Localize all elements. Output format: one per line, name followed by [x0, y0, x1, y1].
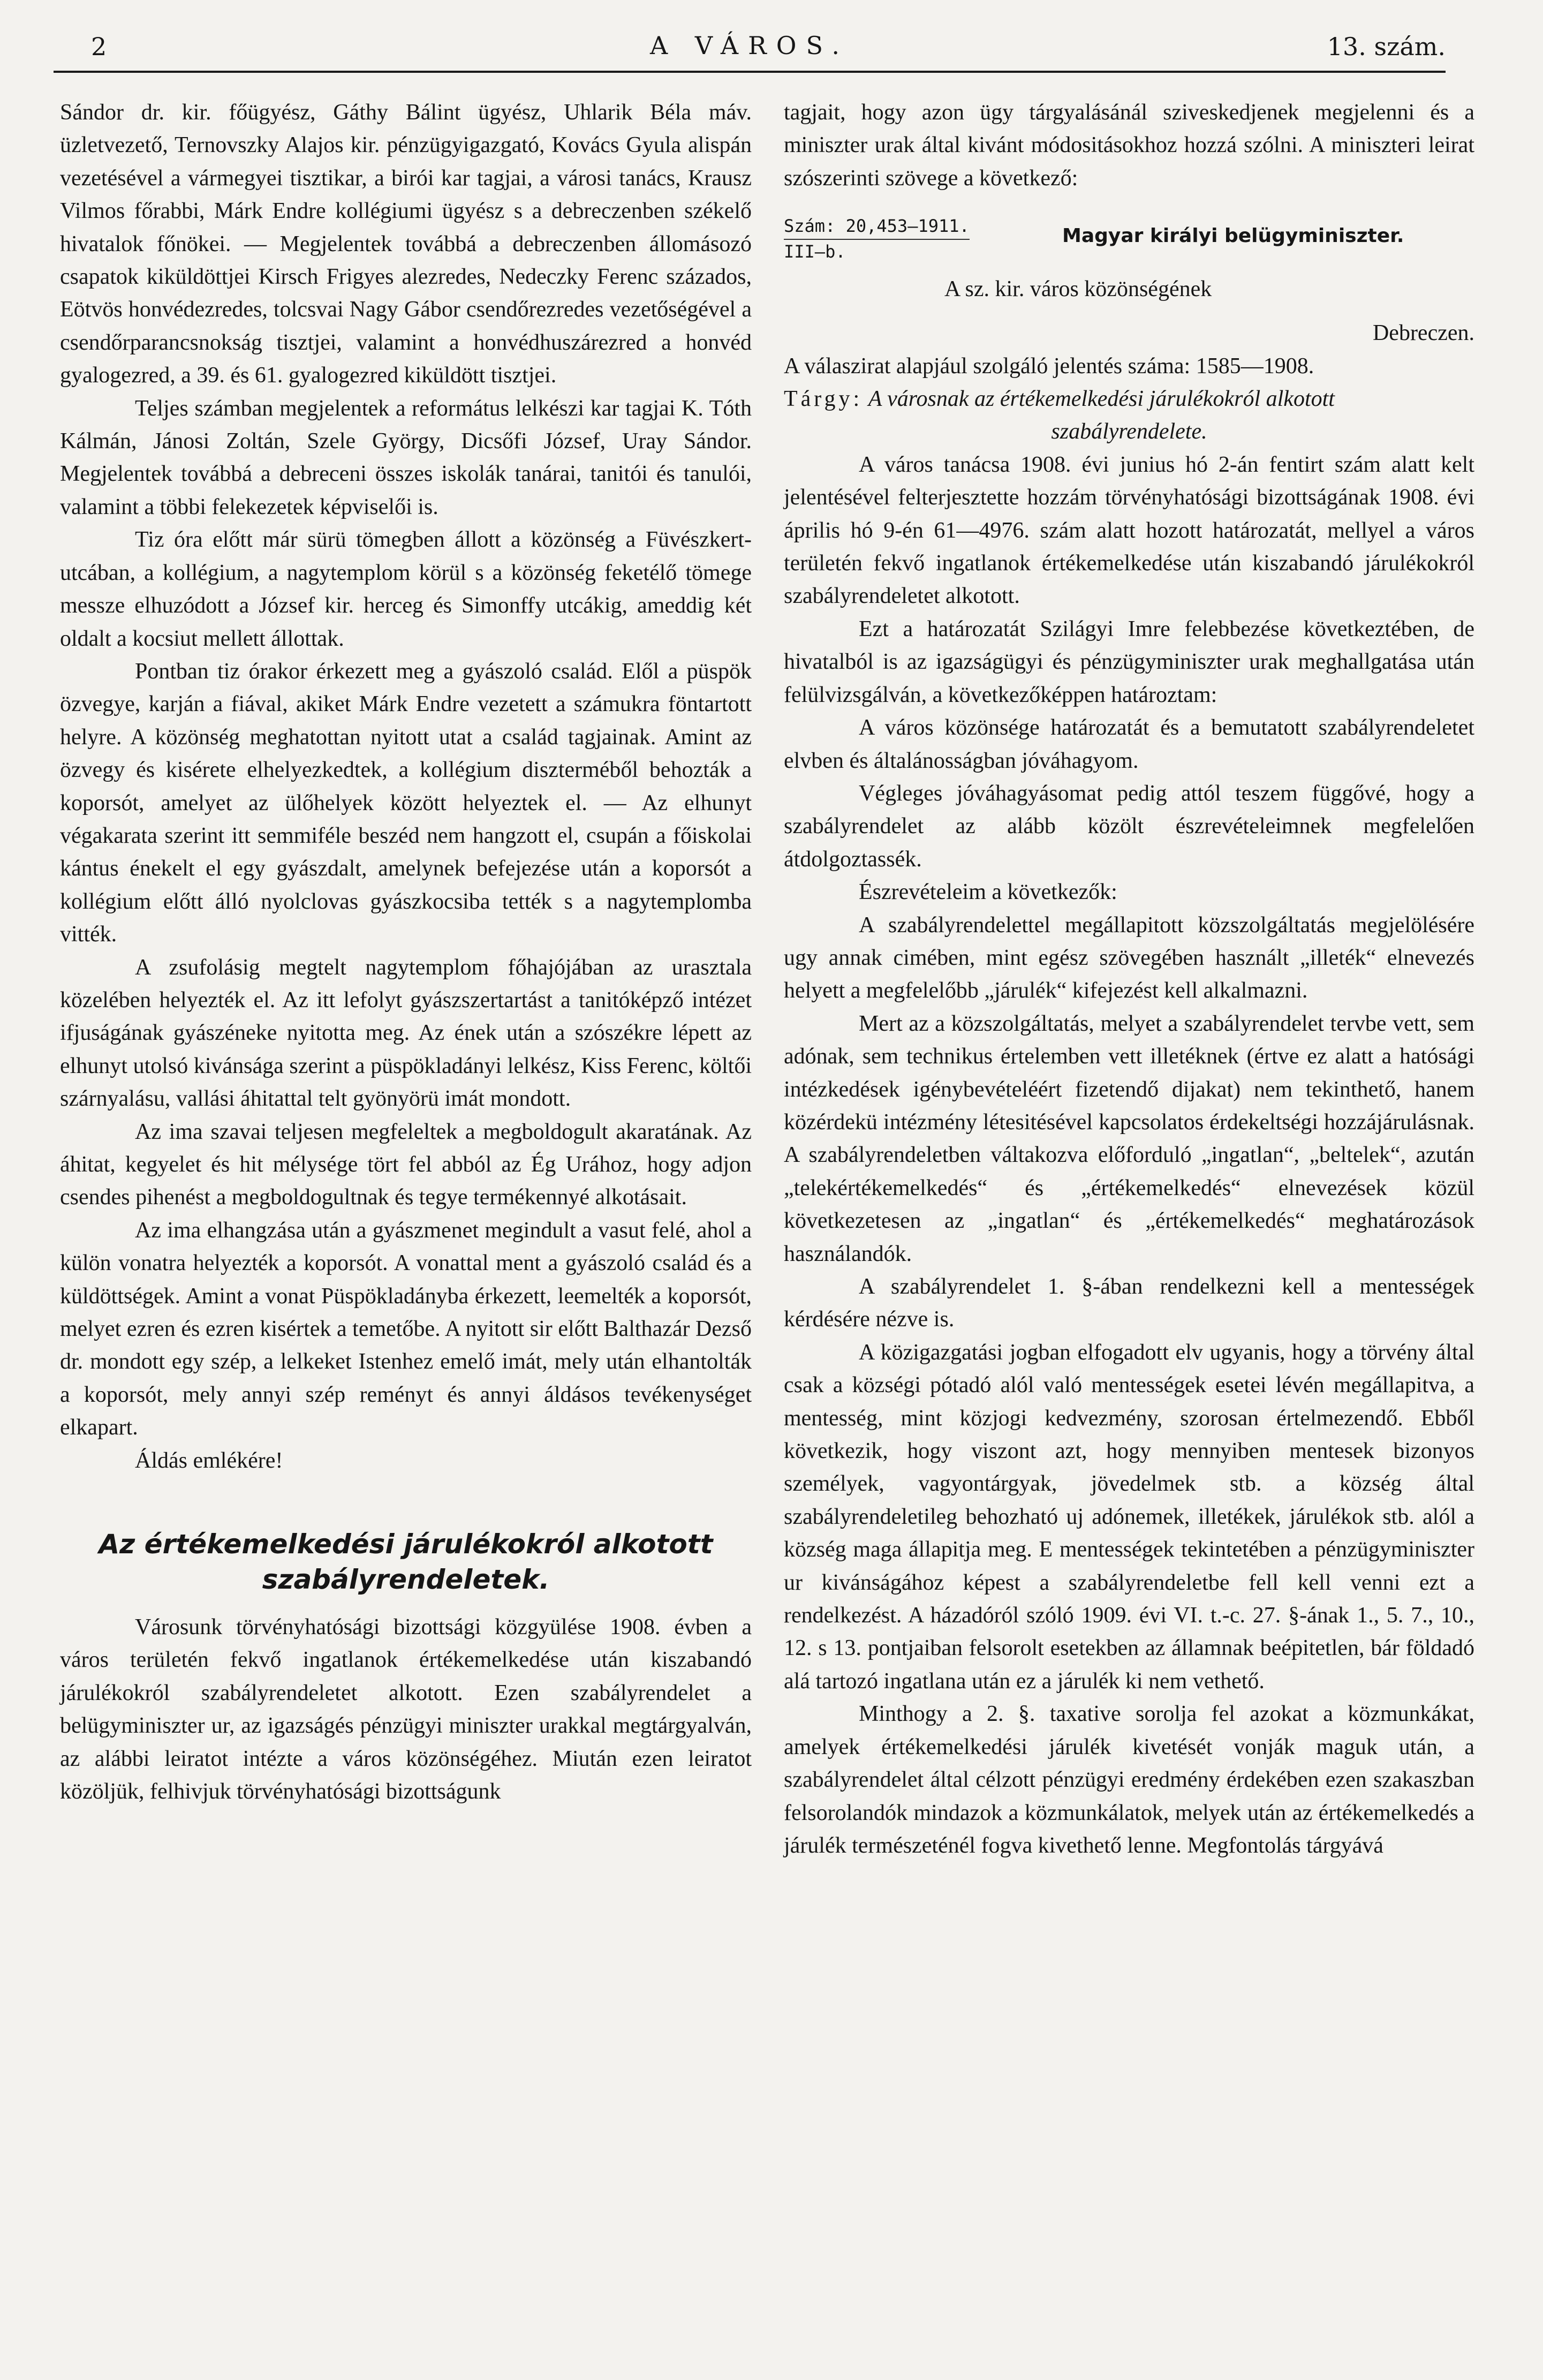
paragraph: Sándor dr. kir. főügyész, Gáthy Bálint ügyész, Uhlarik Béla máv. üzletvezető, Ternovszky Alajos kir. pénzügyigazgató, Kovács Gyula alispán vezetésével a vármegyei tisztikar, a birói kar tagjai, a városi tanács, Krausz Vilmos főrabbi, Márk Endre kollégiumi ügyész s a debreczenben székelő hivatalok főnökei. — Megjelentek továbbá a debreczenben állomásozó csapatok kiküldöttjei Kirsch Frigyes alezredes, Nedeczky Ferenc százados, Eötvös honvédezredes, tolcsvai Nagy Gábor csendőrezredes vezetőségével a csendőrparancsnokság tisztjei, valamint a honvédhuszárezred a honvéd gyalogezred, a 39. és 61. gyalogezred kiküldött tisztjei. [60, 100, 752, 388]
report-number: A válaszirat alapjául szolgáló jelentés száma: 1585—1908. [784, 353, 1314, 379]
masthead-title: A VÁROS. [649, 31, 849, 60]
paragraph: A közigazgatási jogban elfogadott elv ugyanis, hogy a törvény által csak a községi pótadó alól való mentességek esetei lévén megállapitva, a mentesség, mint közjogi kedvezmény, szorosan értelmezendő. Ebből következik, hogy viszont azt, hogy mennyiben mentesek bizonyos személyek, vagyontárgyak, jövedelmek stb. a község által szabályrendeletileg behozható uj adónemek, illetékek, járulékok stb. alól a község maga állapitja meg. E mentességek tekintetében a pénzügyminiszter ur kivánságához képest a szabályrendeletbe fell kell venni ezt a rendelkezést. A házadóról szóló 1909. évi VI. t.-c. 27. §-ának 1., 5. 7., 10., 12. s 13. pontjaiban felsorolt esetekben az államnak beépitetlen, bár földadó alá tartozó ingatlana után ez a járulék ki nem vethető. [784, 1340, 1474, 1694]
paragraph: A szabályrendelet 1. §-ában rendelkezni kell a mentességek kérdésére nézve is. [784, 1274, 1474, 1332]
paragraph: tagjait, hogy azon ügy tárgyalásánál sziveskedjenek megjelenni és a miniszter urak által kivánt módositásokhoz hozzá szólni. A miniszteri leirat szószerinti szövege a következő: [784, 100, 1474, 191]
paragraph: Teljes számban megjelentek a református lelkészi kar tagjai K. Tóth Kálmán, Jánosi Zoltán, Szele György, Dicsőfi József, Uray Sándor. Megjelentek továbbá a debreceni összes iskolák tanárai, tanitói és tanulói, valamint a többi felekezetek képviselői is. [60, 396, 752, 519]
paragraph: Mert az a közszolgáltatás, melyet a szabályrendelet tervbe vett, sem adónak, sem technikus értelemben vett illetéknek (értve ez alatt a hatósági intézkedések igénybevételéért fizetendő dijakat) nem tekinthető, hanem közérdekü intézmény létesitésével kapcsolatos érdekeltségi hozzájárulásnak. A szabályrendeletben váltakozva előforduló „ingatlan“, „beltelek“, azután „telekértékemelkedés“ és „értékemelkedés“ elnevezések közül következetesen az „ingatlan“ és „értékemelkedés“ meghatározások használandók. [784, 1011, 1474, 1266]
article-title: Az értékemelkedési járulékokról alkotott szabályrendeletek. [99, 1529, 713, 1596]
paragraph: Az ima elhangzása után a gyászmenet megindult a vasut felé, ahol a külön vonatra helyezték a koporsót. A vonattal ment a gyászoló család és a küldöttségek. Amint a vonat Püspökladányba érkezett, leemelték a koporsót, melyet ezren és ezren kisértek a temetőbe. A nyitott sir előtt Balthazár Dezső dr. mondott egy szép, a lelkeket Istenhez emelő imát, mely után elhantolták a koporsót, mely annyi szép reményt és annyi áldásos tevékenységet elkapart. [60, 1218, 752, 1440]
addressee: A sz. kir. város közönségének [944, 277, 1212, 302]
subject-line [784, 383, 1474, 449]
paragraph: Áldás emlékére! [135, 1448, 283, 1473]
header-rule [54, 71, 1446, 73]
paragraph: A szabályrendelettel megállapitott közszolgáltatás megjelölésére ugy annak cimében, mint egész szövegében használt „illeték“ elnevezés helyett a megfelelőbb „járulék“ kifejezést kell alkalmazni. [784, 912, 1474, 1003]
paragraph: A zsufolásig megtelt nagytemplom főhajójában az urasztala közelében helyezték el. Az itt lefolyt gyászszertartást a tanitóképző intézet ifjuságának gyászéneke nyitotta meg. Az ének után a szószékre lépett az elhunyt utolsó kivánsága szerint a püspökladányi lelkész, Kiss Ferenc, költői szárnyalásu, vallási áhitattal telt gyönyörü imát mondott. [60, 955, 752, 1112]
paragraph: Városunk törvényhatósági bizottsági közgyülése 1908. évben a város területén fekvő ingatlanok értékemelkedése után kiszabandó járulékokról szabályrendeletet alkotott. Ezen szabályrendelet a belügyminiszter ur, az igazságés pénzügyi miniszter urakkal megtárgyalván, az alábbi leiratot intézte a város közönségéhez. Miután ezen leiratot közöljük, felhivjuk törvényhatósági bizottságunk [60, 1615, 752, 1804]
page-header [54, 21, 1446, 91]
paragraph: Ezt a határozatát Szilágyi Imre felebbezése következtében, de hivatalból is az igazságügyi és pénzügyminiszter urak meghallgatása után felülvizsgálván, a következőképpen határoztam: [784, 616, 1474, 707]
paragraph: Minthogy a 2. §. taxative sorolja fel azokat a közmunkákat, amelyek értékemelkedési járulék kivetését vonják maguk után, a szabályrendelet által célzott pénzügyi eredmény érdekében ezen szakaszban felsorolandók mindazok a közmunkálatok, melyek után az értékemelkedés a járulék természeténél fogva kivethető lenne. Megfontolás tárgyává [784, 1702, 1474, 1858]
decree-number [784, 214, 1019, 263]
paragraph: Észrevételeim a következők: [859, 880, 1117, 905]
issue-number: 13. szám. [1327, 32, 1446, 61]
paragraph: A város tanácsa 1908. évi junius hó 2-án fentirt szám alatt kelt jelentésével felterjesztette hozzám törvényhatósági bizottságának 1908. évi április hó 9-én 61—4976. szám alatt hozott határozatát, mellyel a város területén fekvő ingatlanok értékemelkedése után kiszabandó járulékokról szabályrendeletet alkotott. [784, 452, 1474, 609]
left-column [60, 96, 752, 1809]
paragraph: Tiz óra előtt már sürü tömegben állott a közönség a Füvészkert-utcában, a kollégium, a nagytemplom körül s a közönség feketélő tömege messze elhuzódott a József kir. herceg és Simonffy utcákig, ameddig két oldalt a kocsiut mellett állottak. [60, 527, 752, 651]
paragraph: Végleges jóváhagyásomat pedig attól teszem függővé, hogy a szabályrendelet az alább közölt észrevételeimnek megfelelően átdolgoztassék. [784, 781, 1474, 872]
decree-number-text: Szám: 20,453—1911. [784, 214, 970, 240]
right-column [784, 96, 1474, 1862]
paragraph: A város közönsége határozatát és a bemutatott szabályrendeletet elvben és általánosságban jóváhagyom. [784, 715, 1474, 773]
ministry-name: Magyar királyi belügyminiszter. [1062, 225, 1404, 247]
subject-label: Tárgy: [784, 387, 863, 412]
subject-title: A városnak az értékemelkedési járulékokról alkotott [868, 387, 1335, 412]
paragraph: Pontban tiz órakor érkezett meg a gyászoló család. Elől a püspök özvegye, karján a fiával, akiket Márk Endre vezetett a számukra föntartott helyre. A közönség meghatottan nyitott utat a család tagjainak. Amint az özvegy és kisérete elhelyezkedtek, a kollégium diszterméből behozták a koporsót, amelyet az ülőhelyek között helyeztek el. — Az elhunyt végakarata szerint itt semmiféle beszéd nem hangzott el, csupán a főiskolai kántus énekelt el egy gyászdalt, amelynek befejezése után a koporsót a kollégium előtt álló nyolclovas gyászkocsiba tették s a nagytemplomba vitték. [60, 659, 752, 947]
page-number: 2 [91, 32, 107, 61]
paragraph: Az ima szavai teljesen megfeleltek a megboldogult akaratának. Az áhitat, kegyelet és hit mélysége tört fel abból az Ég Urához, hogy adjon csendes pihenést a megboldogultnak és tegye termékennyé alkotásait. [60, 1119, 752, 1210]
decree-subnumber: III—b. [784, 241, 846, 262]
place: Debreczen. [1372, 321, 1474, 346]
decree-heading [784, 205, 1474, 317]
subject-title-continued: szabályrendelete. [1051, 419, 1207, 444]
